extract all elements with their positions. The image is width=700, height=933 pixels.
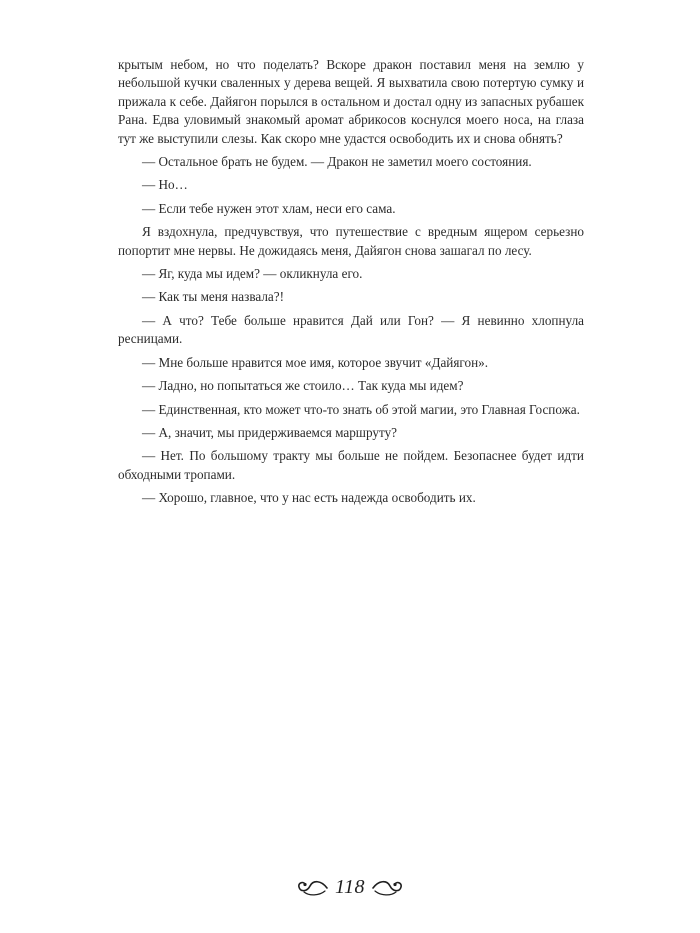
- page-footer: [0, 873, 700, 901]
- body-text: [118, 56, 584, 513]
- paragraph: — А, значит, мы придерживаемся маршруту?: [142, 424, 398, 440]
- paragraph: — Остальное брать не будем. — Дракон не заметил моего состояния.: [142, 154, 532, 170]
- paragraph: — Нет. По большому тракту мы больше не пойдем. Безопаснее будет идти обходными тропами.: [118, 448, 584, 482]
- paragraph: — Мне больше нравится мое имя, которое звучит «Дайягон».: [142, 354, 489, 370]
- paragraph: — А что? Тебе больше нравится Дай или Гон? — Я невинно хлопнула ресницами.: [118, 312, 584, 347]
- page-number: 118: [334, 875, 365, 898]
- paragraph: — Единственная, кто может что-то знать об этой магии, это Главная Госпожа.: [142, 401, 580, 417]
- paragraph: — Если тебе нужен этот хлам, неси его сама.: [142, 200, 396, 216]
- paragraph: — Яг, куда мы идем? — окликнула его.: [142, 266, 363, 282]
- flourish-left-icon: [295, 876, 329, 898]
- flourish-right-icon: [371, 876, 405, 898]
- paragraph: — Но…: [142, 177, 188, 193]
- paragraph: — Как ты меня назвала?!: [142, 289, 285, 305]
- paragraph: — Ладно, но попытаться же стоило… Так куда мы идем?: [142, 378, 464, 394]
- paragraph: Я вздохнула, предчувствуя, что путешествие с вредным ящером серьезно попортит мне нервы. Не дожидаясь меня, Дайягон снова зашагал по лесу.: [118, 224, 584, 258]
- paragraph: крытым небом, но что поделать? Вскоре дракон поставил меня на землю у небольшой кучки сваленных у дерева вещей. Я выхватила свою потертую сумку и прижала к себе. Дайягон порылся в остальном и достал одну из запасных рубашек Рана. Едва уловимый знакомый аромат абрикосов коснулся моего носа, на глаза тут же выступили слезы. Как скоро мне удастся освободить их и снова обнять?: [118, 57, 584, 146]
- paragraph: — Хорошо, главное, что у нас есть надежда освободить их.: [142, 490, 476, 506]
